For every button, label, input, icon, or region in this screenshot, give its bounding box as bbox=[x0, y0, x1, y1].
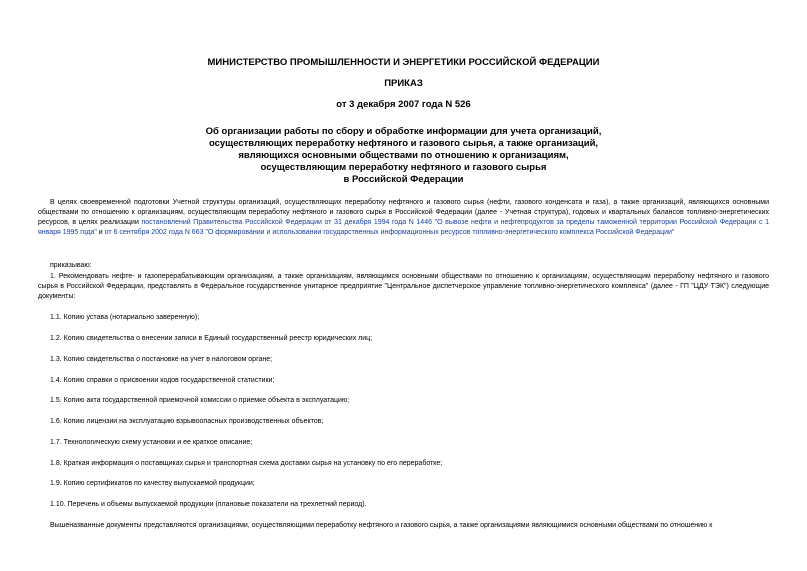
list-item: 1.8. Краткая информация о поставщиках сырья и транспортная схема доставки сырья на установку по его переработке; bbox=[50, 460, 443, 467]
title-line: осуществляющим переработку нефтяного и газового сырья bbox=[260, 162, 547, 173]
government-decree-link-663[interactable]: от 6 сентября 2002 года N 663 "О формировании и использовании государственных информационных ресурсов топливно-энергетического комплекса Российской Федерации" bbox=[104, 229, 675, 236]
list-item: 1.7. Технологическую схему установки и ее краткое описание; bbox=[50, 439, 253, 446]
document-title bbox=[38, 126, 769, 186]
list-item: 1.1. Копию устава (нотариально заверенную); bbox=[50, 314, 200, 321]
list-item: 1.5. Копию акта государственной приемочной комиссии о приемке объекта в эксплуатацию; bbox=[50, 397, 350, 404]
title-line: Об организации работы по сбору и обработке информации для учета организаций, bbox=[205, 126, 602, 137]
preamble-text: В целях своевременной подготовки Учетной структуры организаций, осуществляющих переработку нефтяного и газового сырья (нефти, газового конденсата и газа), а также организаций, являющихся основными обществами по отношению к организациям, осуществляющим переработку нефтяного и газового сырья в Российской Федерации (далее - Учетная структура), годовых и квартальных балансов топливно-энергетических ресурсов, в целях реализации bbox=[38, 199, 769, 226]
list-item: 1.3. Копию свидетельства о постановке на учет в налоговом органе; bbox=[50, 356, 273, 363]
order-word: приказываю: bbox=[50, 262, 92, 269]
preamble-connector: и bbox=[96, 229, 105, 236]
list-item: 1.9. Копию сертификатов по качеству выпускаемой продукции; bbox=[50, 480, 255, 487]
title-line: осуществляющих переработку нефтяного и газового сырья, а также организаций, bbox=[208, 138, 599, 149]
government-decree-link-1446[interactable]: постановлений Правительства Российской Федерации от 31 декабря 1994 года N 1446 "О вывозе нефти и нефтепродуктов за пределы таможенной территории Российской Федерации с 1 января 1995 года" bbox=[38, 219, 769, 236]
order-heading: ПРИКАЗ bbox=[384, 78, 423, 89]
title-line: в Российской Федерации bbox=[343, 174, 464, 185]
list-item: 1.6. Копию лицензии на эксплуатацию взрывоопасных производственных объектов; bbox=[50, 418, 324, 425]
title-line: являющихся основными обществами по отношению к организациям, bbox=[238, 150, 569, 161]
list-item: 1.2. Копию свидетельства о внесении записи в Единый государственный реестр юридических лиц; bbox=[50, 335, 373, 342]
closing-paragraph: Вышеназванные документы представляются организациями, осуществляющими переработку нефтяного и газового сырья, а также организациями являющимися основными обществами по отношению к bbox=[50, 522, 713, 529]
ministry-heading: МИНИСТЕРСТВО ПРОМЫШЛЕННОСТИ И ЭНЕРГЕТИКИ РОССИЙСКОЙ ФЕДЕРАЦИИ bbox=[207, 57, 600, 68]
paragraph-1: 1. Рекомендовать нефте- и газоперерабатывающим организациям, а также организациям, являющимся основными обществами по отношению к организациям, осуществляющим переработку нефтяного и газового сырья в Российской Федерации, представлять в Федеральное государственное унитарное предприятие "Центральное диспетчерское управление топливно-энергетического комплекса" (далее - ГП "ЦДУ ТЭК") следующие документы: bbox=[38, 273, 769, 300]
list-item: 1.4. Копию справки о присвоении кодов государственной статистики; bbox=[50, 377, 275, 384]
order-date: от 3 декабря 2007 года N 526 bbox=[336, 99, 471, 110]
preamble-paragraph bbox=[38, 198, 769, 238]
list-item: 1.10. Перечень и объемы выпускаемой продукции (плановые показатели на трехлетний период). bbox=[50, 501, 367, 508]
